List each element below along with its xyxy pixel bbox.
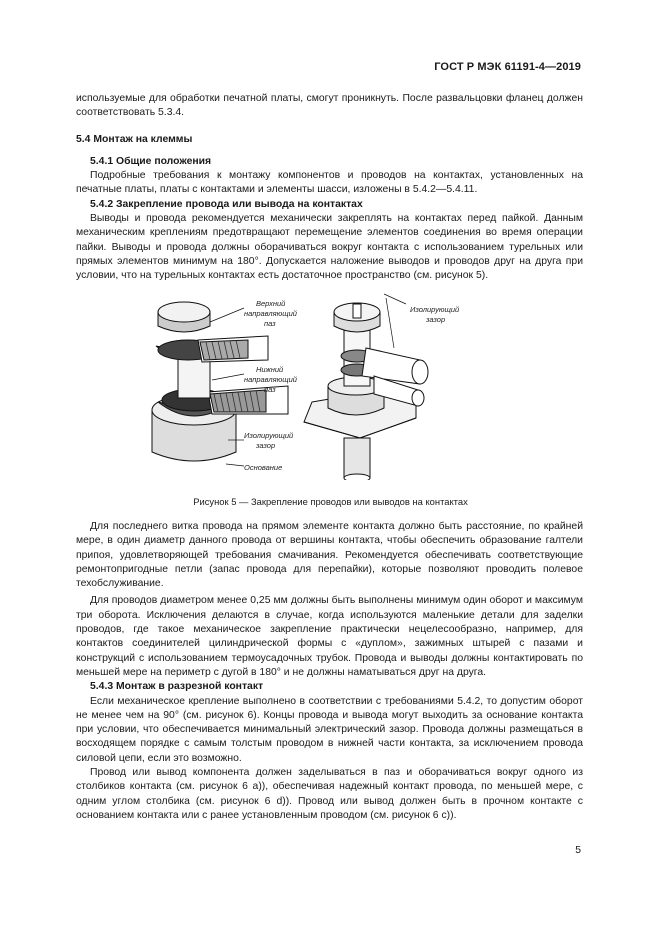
paragraph: Провод или вывод компонента должен заделываться в паз и оборачиваться вокруг одного из столбиков контакта (см. рисунок 6 a)), обеспечивая надежный контакт провода, по меньшей мере, с одним углом столбика (см. рисунок 6 d)). Провод или вывод должен быть в прочном контакте с основанием контакта или с ранее установленным проводом (см. рисунок 6 c)). (76, 767, 583, 821)
label-gap-right-2: зазор (426, 315, 446, 324)
section-heading-5-4: 5.4 Монтаж на клеммы (76, 133, 193, 145)
paragraph: Для последнего витка провода на прямом элементе контакта должно быть расстояние, по крайней мере, в один диаметр данного провода от вершины контакта, чтобы обеспечить образование галтели припоя, удовлетворяющей требования смачивания. Рекомендуется обеспечивать соответствующие ремонтопригодные петли (запас провода для перепайки), которые позволяют проводить полевое техобслуживание. (76, 521, 583, 590)
paragraph: Выводы и провода рекомендуется механически закреплять на контактах перед пайкой. Данным механическим креплениям предотвращают перемещение элементов соединения во время операции пайки. Выводы и провода должны оборачиваться вокруг контакта с использованием турельных или прямых элементов минимум на 180°. Допускается наложение выводов и проводов друг на друга при условии, что на турельных контактах есть достаточное пространство (см. рисунок 5). (76, 213, 583, 282)
text-block-bottom (76, 520, 583, 823)
label-gap-left-2: зазор (256, 441, 276, 450)
subsection-heading-5-4-2: 5.4.2 Закрепление провода или вывода на контактах (90, 198, 363, 210)
label-lower-groove-3: паз (264, 385, 276, 394)
label-upper-groove-1: Верхний (256, 299, 286, 308)
right-figure-labels (410, 305, 460, 324)
subsection-heading-5-4-3: 5.4.3 Монтаж в разрезной контакт (90, 681, 264, 693)
page-number: 5 (575, 845, 581, 856)
left-figure-labels (244, 299, 298, 472)
label-upper-groove-2: направляющий (244, 309, 297, 318)
document-header: ГОСТ Р МЭК 61191-4—2019 (434, 61, 581, 73)
paragraph: Подробные требования к монтажу компонентов и проводов на контактах, установленных на печатные платы, платы с контактами и элементы шасси, изложены в 5.4.2—5.4.11. (76, 170, 583, 196)
paragraph: используемые для обработки печатной платы, смогут проникнуть. После развальцовки фланец должен соответствовать 5.3.4. (76, 93, 583, 119)
paragraph: Для проводов диаметром менее 0,25 мм должны быть выполнены минимум один оборот и максимум три оборота. Исключения делаются в случае, когда используются маленькие детали для заделки проводов, где такое механическое закрепление практически нецелесообразно, например, для контактов соединителей цилиндрической формы с «дуплом», зажимных штырей с пазами и конструкций с использованием термоусадочных трубок. Провода и выводы должны контактировать по меньшей мере на периметр с дугой в 180° и не должны наматываться друг на друга. (76, 595, 583, 678)
label-base: Основание (244, 463, 283, 472)
paragraph: Если механическое крепление выполнено в соответствии с требованиями 5.4.2, то допустим оборот не менее чем на 90° (см. рисунок 6). Концы провода и вывода могут выходить за основание контакта при условии, что обеспечивается минимальный электрический зазор. Провода должны размещаться в восходящем порядке с самым толстым проводом в нижней части контакта, за исключением провода силовой цепи, если это возможно. (76, 695, 583, 764)
label-lower-groove-1: Нижний (256, 365, 284, 374)
label-lower-groove-2: направляющий (244, 375, 297, 384)
subsection-heading-5-4-1: 5.4.1 Общие положения (90, 155, 212, 167)
label-gap-left-1: Изолирующий (244, 431, 294, 440)
turret-terminal-illustration (304, 294, 428, 480)
label-upper-groove-3: паз (264, 319, 276, 328)
text-block-top (76, 92, 583, 284)
label-gap-right-1: Изолирующий (410, 305, 460, 314)
figure-caption: Рисунок 5 — Закрепление проводов или выводов на контактах (193, 496, 468, 507)
figure-5-drawing (148, 290, 508, 480)
